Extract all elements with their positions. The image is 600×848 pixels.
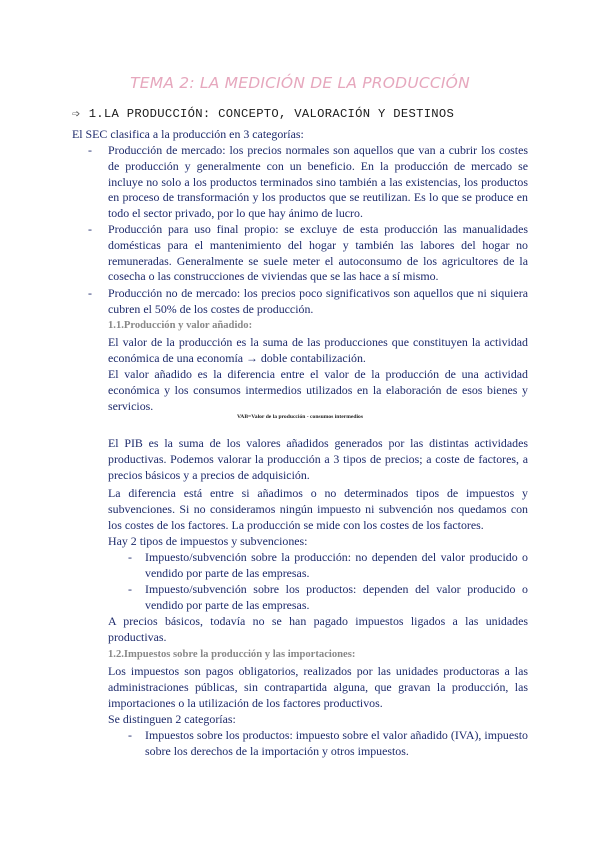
formula-caption: VAB=Valor de la producción - consumos intermedios <box>236 414 364 420</box>
paragraph: El PIB es la suma de los valores añadidos generados por las distintas actividades productivas. Podemos valorar la producción a 3 tipos de precios; a coste de factores, a precios básicos y a precios de adquisición. <box>108 436 528 482</box>
bullet-dash: - <box>88 143 92 157</box>
category-market: Producción de mercado: los precios normales son aquellos que van a cubrir los costes de producción y generalmente con un beneficio. En la producción de mercado se incluye no solo a los productos terminados sino también a las existencias, los productos en proceso de transformación y los productos que se reutilizan. Es lo que se produce en todo el sector privado, por lo que hay ánimo de lucro. <box>108 143 528 221</box>
arrow-icon: ➩ <box>72 109 81 120</box>
paragraph: Hay 2 tipos de impuestos y subvenciones: <box>108 534 308 548</box>
subsection-heading-1-1: 1.1.Producción y valor añadido: <box>108 320 253 331</box>
paragraph: A precios básicos, todavía no se han pagado impuestos ligados a las unidades productivas. <box>108 614 528 644</box>
tax-type-item: Impuesto/subvención sobre la producción: no dependen del valor producido o vendido por parte de las empresas. <box>145 550 528 580</box>
paragraph: Se distinguen 2 categorías: <box>108 712 236 726</box>
paragraph: La diferencia está entre si añadimos o no determinados tipos de impuestos y subvenciones. Si no consideramos ningún impuesto ni subvención nos quedamos con los costes de los factores. La producción se mide con los costes de los factores. <box>108 486 528 532</box>
bullet-dash: - <box>88 286 92 300</box>
bullet-dash: - <box>88 222 92 236</box>
bullet-dash: - <box>128 550 132 564</box>
category-non-market: Producción no de mercado: los precios poco significativos son aquellos que ni siquiera cubren el 50% de los costes de producción. <box>108 286 528 316</box>
page-title: TEMA 2: LA MEDICIÓN DE LA PRODUCCIÓN <box>130 74 470 92</box>
intro-text: El SEC clasifica a la producción en 3 categorías: <box>72 127 304 141</box>
bullet-dash: - <box>128 582 132 596</box>
bullet-dash: - <box>128 728 132 742</box>
paragraph: El valor añadido es la diferencia entre el valor de la producción de una actividad económica y los consumos intermedios utilizados en la elaboración de esos bienes y servicios. <box>108 367 528 413</box>
paragraph: Los impuestos son pagos obligatorios, realizados por las unidades productoras a las administraciones públicas, sin contrapartida alguna, que gravan la producción, las importaciones o la utilización de los factores productivos. <box>108 664 528 710</box>
section-heading-text: 1.LA PRODUCCIÓN: CONCEPTO, VALORACIÓN Y DESTINOS <box>88 107 455 121</box>
tax-type-item: Impuesto/subvención sobre los productos: dependen del valor producido o vendido por parte de las empresas. <box>145 582 528 612</box>
paragraph: El valor de la producción es la suma de las producciones que constituyen la actividad económica de una economía → doble contabilización. <box>108 335 528 365</box>
section-heading <box>72 107 454 121</box>
category-item: Impuestos sobre los productos: impuesto sobre el valor añadido (IVA), impuesto sobre los derechos de la importación y otros impuestos. <box>145 728 528 758</box>
subsection-heading-1-2: 1.2.Impuestos sobre la producción y las importaciones: <box>108 649 356 660</box>
category-own-use: Producción para uso final propio: se excluye de esta producción las manualidades domésticas para el mantenimiento del hogar y también las labores del hogar no remuneradas. Generalmente se suele meter el autoconsumo de los agricultores de la cosecha o las construcciones de viviendas que se las hace a sí mismo. <box>108 222 528 284</box>
